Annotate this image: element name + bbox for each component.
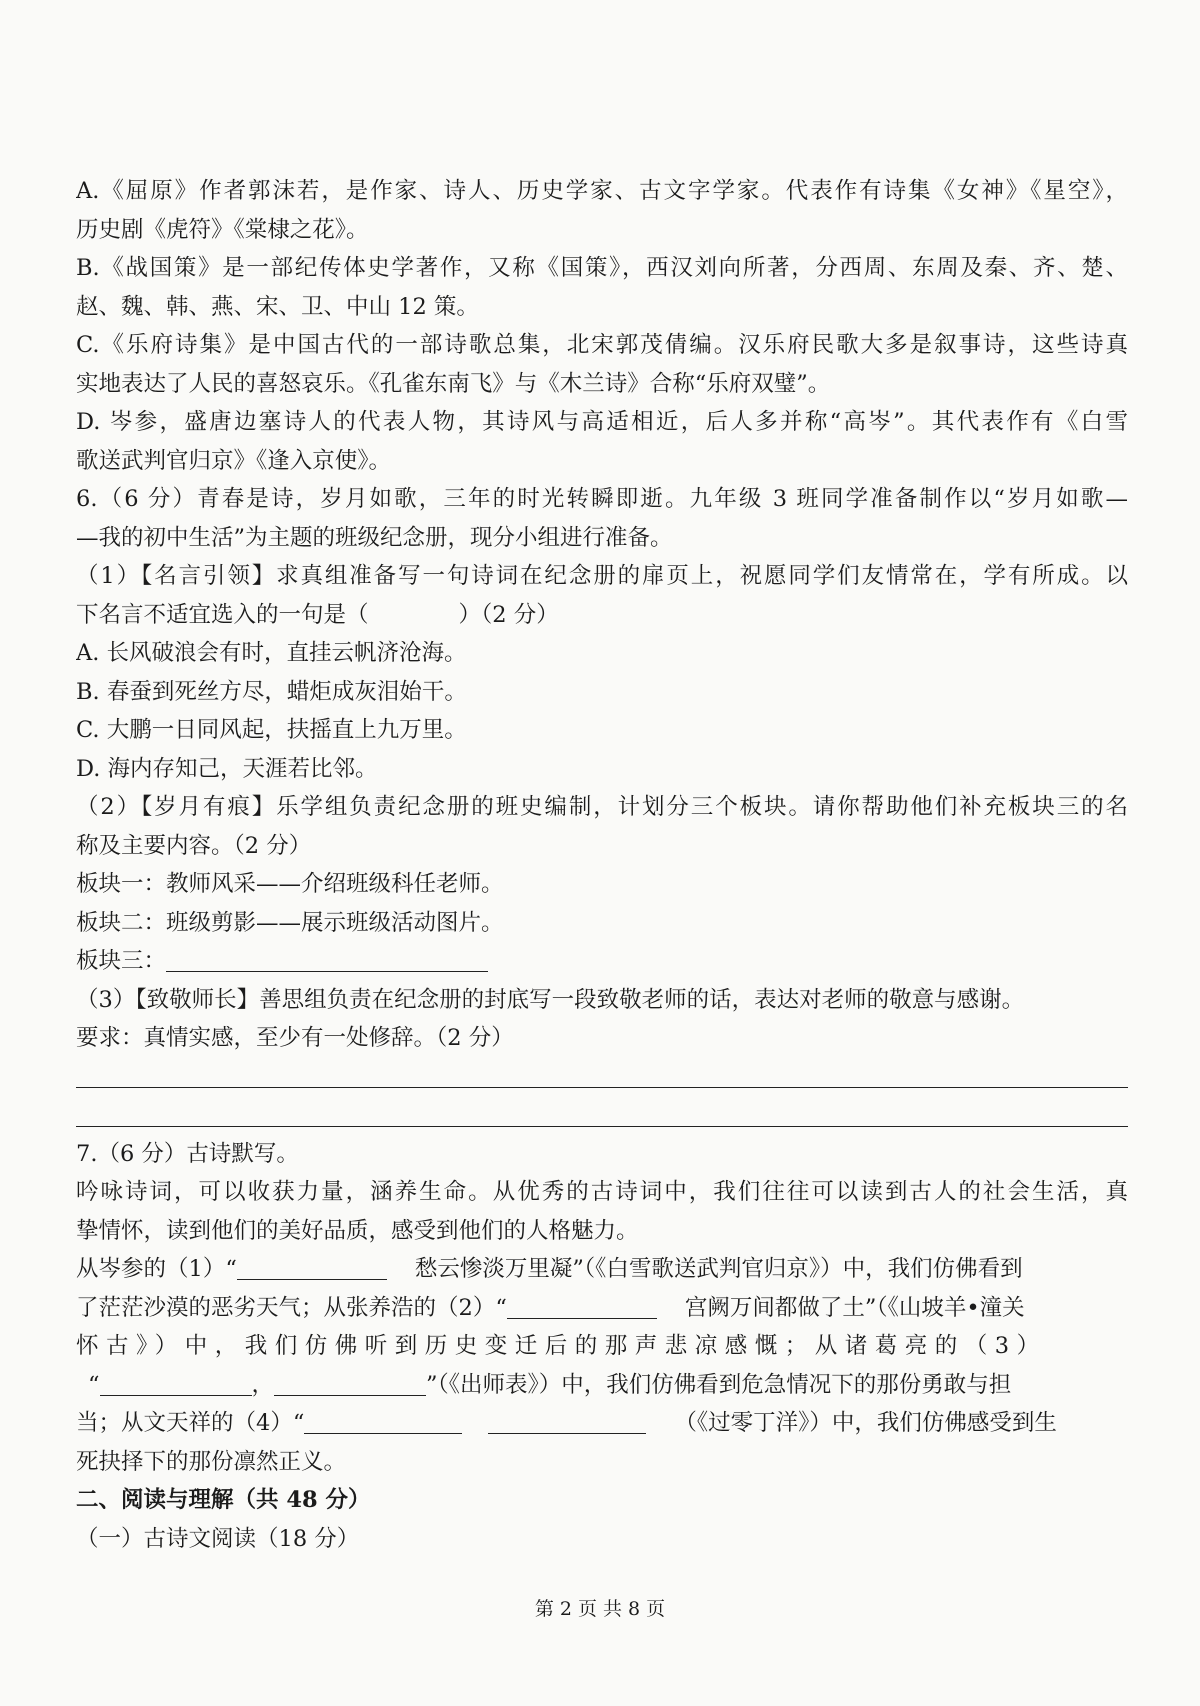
q5-option-d-line2: 歌送武判官归京》《逢入京使》。 (76, 447, 392, 474)
q6-part3-answer-line2[interactable] (76, 1096, 1128, 1135)
q7-line4-comma: ， (251, 1371, 275, 1398)
q7-line4-open-quote: “ (88, 1371, 100, 1398)
q7-blank-4a[interactable] (304, 1411, 462, 1434)
q6-part3-line1: （3）【致敬师长】善思组负责在纪念册的封底写一段致敬老师的话，表达对老师的敬意与感谢。 (76, 986, 1025, 1013)
page-footer: 第 2 页 共 8 页 (534, 1598, 666, 1620)
q5-option-c-line2: 实地表达了人民的喜怒哀乐。《孔雀东南飞》与《木兰诗》合称“乐府双璧”。 (76, 370, 831, 397)
q7-line5-text-a: 当；从文天祥的（4）“ (76, 1410, 305, 1436)
q7-line2-text-a: 了茫茫沙漠的恶劣天气；从张养浩的（2）“ (76, 1294, 507, 1321)
q7-line1-text-a: 从岑参的（1）“ (76, 1256, 237, 1282)
q7-line4-text-c: ”（《出师表》）中，我们仿佛看到危急情况下的那份勇敢与担 (426, 1371, 1012, 1398)
q7-blank-4b[interactable] (488, 1411, 646, 1434)
q7-intro-line1: 吟咏诗词，可以收获力量，涵养生命。从优秀的古诗词中，我们往往可以读到古人的社会生活，真 (76, 1179, 1128, 1205)
q6-part1-prompt: 下名言不适宜选入的一句是（ (76, 601, 369, 628)
q6-option-d: D. 海内存知己，天涯若比邻。 (76, 755, 378, 782)
q6-part1-line2 (76, 596, 1128, 635)
q7-blank-3a[interactable] (100, 1373, 252, 1396)
section2-subsection1-title: （一）古诗文阅读（18 分） (76, 1525, 360, 1552)
q7-line5 (76, 1404, 1128, 1443)
q6-option-b: B. 春蚕到死丝方尽，蜡炬成灰泪始干。 (76, 678, 467, 705)
q7-line2-text-b: 宫阙万间都做了土”（《山坡羊•潼关 (684, 1294, 1025, 1321)
q6-block3-label: 板块三： (76, 948, 167, 974)
q7-blank-1[interactable] (237, 1257, 387, 1280)
q6-block3-answer-blank[interactable] (166, 949, 488, 972)
q7-line3: 怀古》）中，我们仿佛听到历史变迁后的那声悲凉感慨；从诸葛亮的（3） (76, 1333, 1047, 1359)
q7-line1-text-b: 愁云惨淡万里凝”（《白雪歌送武判官归京》）中，我们仿佛看到 (414, 1256, 1023, 1282)
q7-line4 (76, 1366, 1128, 1405)
q6-block3 (76, 942, 1128, 981)
q6-part3-answer-line1[interactable] (76, 1058, 1128, 1097)
q7-blank-2[interactable] (507, 1296, 657, 1319)
q6-part2-line1: （2）【岁月有痕】乐学组负责纪念册的班史编制，计划分三个板块。请你帮助他们补充板块三的名 (76, 794, 1128, 820)
q7-intro-line2: 挚情怀，读到他们的美好品质，感受到他们的人格魅力。 (76, 1217, 639, 1244)
q5-option-b-line1: B.《战国策》是一部纪传体史学著作，又称《国策》，西汉刘向所著，分西周、东周及秦、齐、楚、 (76, 255, 1128, 281)
q6-part1-score: ）（2 分） (458, 601, 559, 628)
q6-part3-line2: 要求：真情实感，至少有一处修辞。（2 分） (76, 1025, 514, 1051)
q6-intro-line2: —我的初中生活”为主题的班级纪念册，现分小组进行准备。 (76, 524, 673, 551)
q5-option-d-line1: D. 岑参，盛唐边塞诗人的代表人物，其诗风与高适相近，后人多并称“高岑”。其代表作有《白雪 (76, 409, 1128, 435)
q5-option-a-line1: A.《屈原》作者郭沫若，是作家、诗人、历史学家、古文字学家。代表作有诗集《女神》《星空》， (76, 178, 1128, 204)
q7-title: 7.（6 分）古诗默写。 (76, 1140, 299, 1167)
page-content (76, 172, 1128, 1558)
q6-option-a: A. 长风破浪会有时，直挂云帆济沧海。 (76, 640, 467, 666)
q5-option-a-line2: 历史剧《虎符》《棠棣之花》。 (76, 216, 369, 243)
section2-title: 二、阅读与理解（共 48 分） (76, 1487, 371, 1513)
q6-part2-line2: 称及主要内容。（2 分） (76, 832, 312, 859)
q5-option-b-line2: 赵、魏、韩、燕、宋、卫、中山 12 策。 (76, 293, 479, 320)
q7-line1 (76, 1250, 1128, 1289)
q6-intro-line1: 6.（6 分）青春是诗，岁月如歌，三年的时光转瞬即逝。九年级 3 班同学准备制作以“岁月如歌— (76, 486, 1128, 512)
q5-option-c-line1: C.《乐府诗集》是中国古代的一部诗歌总集，北宋郭茂倩编。汉乐府民歌大多是叙事诗，这些诗真 (76, 332, 1128, 358)
q6-block1: 板块一：教师风采——介绍班级科任老师。 (76, 871, 504, 897)
q6-block2: 板块二：班级剪影——展示班级活动图片。 (76, 909, 504, 936)
q7-line2 (76, 1289, 1128, 1328)
q7-blank-3b[interactable] (274, 1373, 426, 1396)
q7-line6: 死抉择下的那份凛然正义。 (76, 1448, 347, 1475)
q6-part1-line1: （1）【名言引领】求真组准备写一句诗词在纪念册的扉页上，祝愿同学们友情常在，学有所成。以 (76, 563, 1128, 589)
q7-line5-text-b: （《过零丁洋》）中，我们仿佛感受到生 (674, 1410, 1057, 1436)
q6-option-c: C. 大鹏一日同风起，扶摇直上九万里。 (76, 717, 467, 743)
